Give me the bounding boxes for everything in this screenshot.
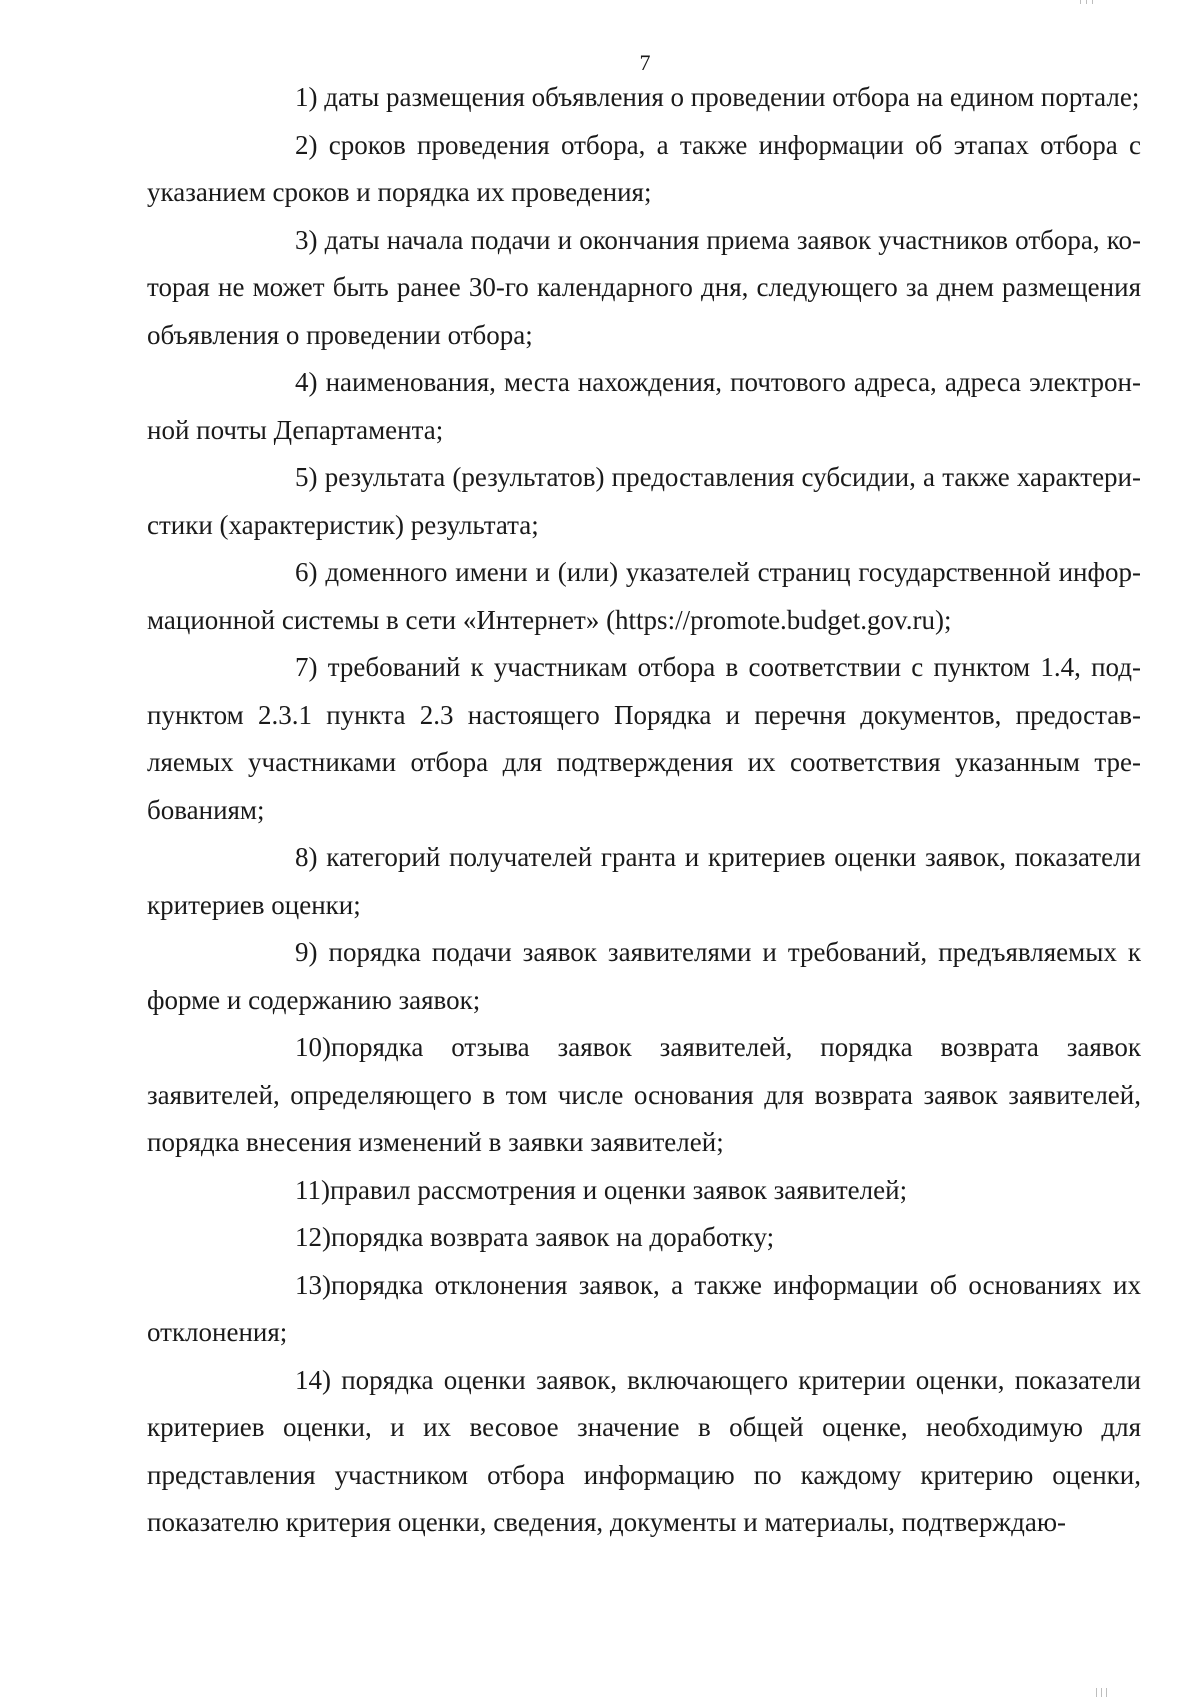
- list-item: [147, 834, 1141, 929]
- item-number: 3): [295, 224, 318, 255]
- list-item: [147, 74, 1141, 122]
- list-item: [147, 359, 1141, 454]
- item-number: 12): [295, 1222, 331, 1252]
- item-number: 1): [295, 82, 318, 112]
- list-item: [147, 122, 1141, 217]
- item-number: 10): [295, 1032, 331, 1062]
- item-text: порядка отзыва заявок заявителей, порядка возврата заявок заявителей, определяющего в том числе основания для возврата заявок заявителей, порядка внесения изменений в заявки заявителей;: [147, 1032, 1141, 1157]
- item-number: 13): [295, 1269, 331, 1300]
- item-number: 11): [295, 1174, 330, 1205]
- list-item: [147, 644, 1141, 834]
- item-text: наименования, места нахождения, почтового адреса, адреса электронной почты Департамента;: [147, 367, 1141, 445]
- item-text: требований к участникам отбора в соответствии с пунктом 1.4, подпунктом 2.3.1 пункта 2.3 настоящего Порядка и перечня документов, предоставляемых участниками отбора для подтверждения их соответствия указанным требованиям;: [147, 652, 1142, 825]
- item-number: 5): [295, 462, 318, 492]
- item-number: 4): [295, 367, 318, 397]
- list-item: [147, 1167, 1141, 1215]
- scan-artifact: [1086, 0, 1087, 4]
- list-item: [147, 929, 1141, 1024]
- item-text: порядка отклонения заявок, а также информации об основаниях их отклонения;: [147, 1269, 1141, 1347]
- scan-artifact: [1096, 1688, 1097, 1697]
- scan-artifact: [1106, 1688, 1107, 1697]
- document-body: [147, 74, 1141, 1547]
- list-item: [147, 1024, 1141, 1167]
- item-text: порядка подачи заявок заявителями и требований, предъявляемых к форме и содержанию заявок;: [147, 937, 1142, 1015]
- item-text: доменного имени и (или) указателей страниц государственной информационной системы в сети «Интернет» (https://promote.budget.gov.ru);: [147, 557, 1141, 635]
- list-item: [147, 549, 1141, 644]
- scan-artifact: [1092, 0, 1093, 4]
- item-text: категорий получателей гранта и критериев оценки заявок, показатели критериев оценки;: [147, 842, 1141, 920]
- item-number: 9): [295, 937, 318, 967]
- item-text: сроков проведения отбора, а также информации об этапах отбора с указанием сроков и порядка их проведения;: [147, 129, 1142, 207]
- item-text: порядка возврата заявок на доработку;: [331, 1222, 775, 1252]
- item-number: 2): [295, 129, 318, 160]
- list-item: [147, 454, 1141, 549]
- item-text: даты начала подачи и окончания приема заявок участников отбора, которая не может быть ранее 30-го календарного дня, следующего за днем размещения объявления о проведении отбора;: [147, 224, 1142, 350]
- item-number: 7): [295, 652, 318, 682]
- list-item: [147, 1214, 1141, 1262]
- item-number: 14): [295, 1364, 331, 1395]
- item-text: правил рассмотрения и оценки заявок заявителей;: [330, 1174, 908, 1205]
- item-text: даты размещения объявления о проведении отбора на едином портале;: [324, 82, 1140, 112]
- list-item: [147, 1262, 1141, 1357]
- item-number: 6): [295, 557, 318, 587]
- scan-artifact: [1101, 1688, 1102, 1697]
- item-number: 8): [295, 842, 318, 872]
- item-text: порядка оценки заявок, включающего критерии оценки, показатели критериев оценки, и их весовое значение в общей оценке, необходимую для представления участником отбора информацию по каждому критерию оценки, показателю критерия оценки, сведения, документы и материалы, подтверждаю-: [147, 1364, 1142, 1537]
- scan-artifact: [1080, 0, 1081, 4]
- page-number: 7: [639, 50, 651, 75]
- item-text: результата (результатов) предоставления субсидии, а также характеристики (характеристик) результата;: [147, 462, 1141, 540]
- list-item: [147, 1357, 1141, 1547]
- list-item: [147, 217, 1141, 360]
